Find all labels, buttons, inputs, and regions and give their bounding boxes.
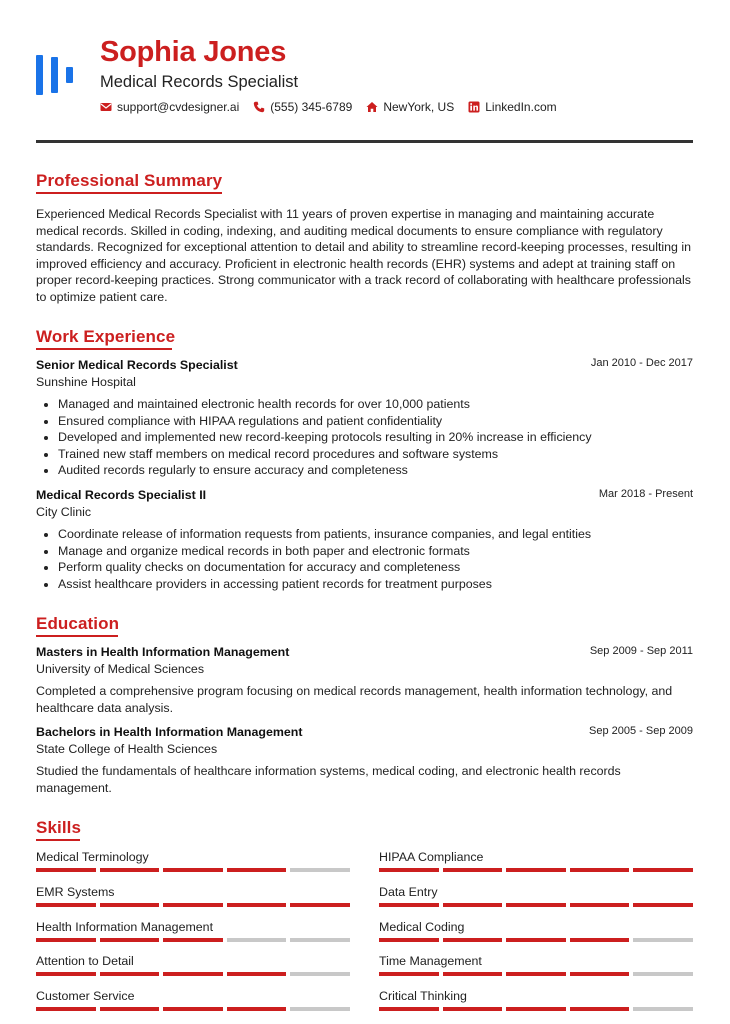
contact-phone-text: (555) 345-6789 [270, 100, 353, 114]
skill-level-segment [633, 903, 693, 907]
summary-text: Experienced Medical Records Specialist with 11 years of proven expertise in managing and maintaining accurate medical records. Skilled in coding, indexing, and auditing medical documents to ensure compliance with regulatory standards. Recognized for exceptional attention to detail and ability to streamline record-keeping processes, resulting in improved efficiency and accuracy. Proficient in electronic health records (EHR) systems and adept at training staff on proper record-keeping practices. Strong communicator with a track record of collaborating with healthcare professionals to optimize patient care. [36, 207, 692, 304]
job-bullet: Audited records regularly to ensure accuracy and completeness [58, 462, 688, 479]
job-bullet: Trained new staff members on medical record procedures and software systems [58, 446, 688, 463]
skill-level-segment [100, 1007, 160, 1011]
skill-level-segment [36, 903, 96, 907]
skill-level-segment [163, 868, 223, 872]
skill-level-segment [570, 1007, 630, 1011]
skill-level-bar [36, 903, 350, 907]
skill-level-segment [633, 1007, 693, 1011]
job-bullet: Managed and maintained electronic health records for over 10,000 patients [58, 396, 688, 413]
skill-level-segment [443, 938, 503, 942]
skill-level-bar [379, 868, 693, 872]
skill-item [36, 954, 350, 976]
skill-level-segment [163, 938, 223, 942]
experience-heading: Work Experience [36, 327, 176, 346]
skill-level-bar [36, 972, 350, 976]
skill-level-segment [227, 903, 287, 907]
skill-level-segment [36, 1007, 96, 1011]
contact-linkedin[interactable] [468, 100, 556, 114]
home-icon [366, 101, 378, 113]
skill-name: Critical Thinking [379, 989, 467, 1004]
job-bullets [58, 526, 688, 592]
skill-level-segment [443, 972, 503, 976]
job-bullet: Assist healthcare providers in accessing patient records for treatment purposes [58, 576, 688, 593]
contact-location-text: NewYork, US [383, 100, 455, 114]
skill-name: HIPAA Compliance [379, 850, 484, 864]
section-underline [36, 348, 172, 350]
skill-level-segment [506, 1007, 566, 1011]
skill-item [36, 920, 350, 942]
skill-level-segment [290, 868, 350, 872]
job-dates: Jan 2010 - Dec 2017 [590, 357, 693, 369]
job-bullets [58, 396, 688, 479]
job-bullet: Perform quality checks on documentation for accuracy and completeness [58, 559, 688, 576]
education-heading: Education [36, 614, 120, 633]
education-description: Studied the fundamentals of healthcare information systems, medical coding, and electronic health records management. [36, 764, 621, 795]
skill-item [36, 885, 350, 907]
skill-level-segment [36, 938, 96, 942]
contact-row [100, 100, 571, 114]
job-bullet: Manage and organize medical records in both paper and electronic formats [58, 543, 688, 560]
section-title-education [36, 614, 119, 634]
skill-level-segment [100, 972, 160, 976]
section-underline [36, 192, 222, 194]
skill-item [379, 850, 693, 872]
skill-level-segment [290, 903, 350, 907]
skill-level-segment [443, 903, 503, 907]
contact-linkedin-text: LinkedIn.com [485, 100, 557, 114]
section-underline [36, 635, 118, 637]
education-degree: Bachelors in Health Information Management [36, 725, 303, 739]
skill-level-segment [36, 868, 96, 872]
skill-item [379, 954, 693, 976]
linkedin-icon [468, 101, 480, 113]
skill-level-bar [36, 938, 350, 942]
skill-level-segment [227, 938, 287, 942]
skill-level-segment [290, 1007, 350, 1011]
skill-level-bar [36, 868, 350, 872]
skill-level-segment [570, 972, 630, 976]
job-bullet: Coordinate release of information requests from patients, insurance companies, and legal entities [58, 526, 688, 543]
skill-name: Medical Terminology [36, 850, 149, 864]
skill-level-bar [379, 938, 693, 942]
skill-level-bar [379, 972, 693, 976]
contact-email-text: support@cvdesigner.ai [117, 100, 240, 114]
job-dates: Mar 2018 - Present [598, 488, 693, 500]
skill-level-bar [36, 1007, 350, 1011]
skill-item [36, 989, 350, 1011]
job-bullet: Ensured compliance with HIPAA regulations and patient confidentiality [58, 413, 688, 430]
skill-level-segment [633, 972, 693, 976]
skill-level-segment [379, 938, 439, 942]
skill-level-segment [570, 903, 630, 907]
skill-level-segment [506, 868, 566, 872]
section-underline [36, 839, 80, 841]
skill-level-segment [506, 972, 566, 976]
skill-level-bar [379, 1007, 693, 1011]
skill-name: Health Information Management [36, 919, 214, 934]
skill-name: Customer Service [36, 989, 135, 1004]
skill-item [379, 885, 693, 907]
contact-phone[interactable] [253, 100, 352, 114]
skill-level-segment [163, 1007, 223, 1011]
skill-name: Medical Coding [379, 919, 465, 934]
education-school: University of Medical Sciences [36, 662, 205, 676]
education-school: State College of Health Sciences [36, 742, 218, 756]
skill-level-segment [506, 938, 566, 942]
skill-name: Data Entry [379, 884, 438, 899]
job-company: Sunshine Hospital [36, 375, 136, 389]
skill-level-segment [227, 972, 287, 976]
section-title-skills [36, 818, 81, 838]
skill-level-segment [290, 972, 350, 976]
skill-item [379, 920, 693, 942]
summary-heading: Professional Summary [36, 171, 223, 190]
skill-level-segment [506, 903, 566, 907]
candidate-name: Sophia Jones [100, 36, 287, 68]
skill-level-segment [227, 1007, 287, 1011]
skill-name: EMR Systems [36, 884, 115, 899]
header-divider [36, 140, 693, 143]
phone-icon [253, 101, 265, 113]
skill-level-segment [570, 868, 630, 872]
skill-level-segment [290, 938, 350, 942]
job-company: City Clinic [36, 505, 92, 519]
skill-level-segment [379, 972, 439, 976]
contact-location [366, 100, 454, 114]
skills-heading: Skills [36, 818, 82, 837]
skill-level-segment [443, 868, 503, 872]
skill-item [379, 989, 693, 1011]
skill-level-segment [100, 868, 160, 872]
skill-level-segment [379, 1007, 439, 1011]
education-degree: Masters in Health Information Management [36, 645, 290, 659]
skill-level-segment [633, 938, 693, 942]
skill-level-segment [443, 1007, 503, 1011]
education-dates: Sep 2005 - Sep 2009 [589, 725, 693, 737]
skill-name: Attention to Detail [36, 954, 134, 969]
skill-level-segment [36, 972, 96, 976]
skill-level-segment [163, 972, 223, 976]
skill-level-segment [633, 868, 693, 872]
skill-level-segment [163, 903, 223, 907]
job-title: Senior Medical Records Specialist [36, 358, 238, 372]
education-description: Completed a comprehensive program focusing on medical records management, health information technology, and healthcare data analysis. [36, 684, 673, 715]
job-title: Medical Records Specialist II [36, 488, 207, 502]
skill-level-segment [100, 903, 160, 907]
skill-level-segment [100, 938, 160, 942]
skill-level-segment [570, 938, 630, 942]
logo-icon [36, 55, 80, 95]
contact-email[interactable] [100, 100, 239, 114]
skill-level-segment [379, 868, 439, 872]
skill-level-bar [379, 903, 693, 907]
section-title-experience [36, 327, 175, 347]
skill-name: Time Management [379, 954, 482, 969]
skill-level-segment [227, 868, 287, 872]
education-dates: Sep 2009 - Sep 2011 [589, 645, 693, 657]
skill-item [36, 850, 350, 872]
section-title-summary [36, 171, 222, 191]
job-bullet: Developed and implemented new record-keeping protocols resulting in 20% increase in efficiency [58, 429, 688, 446]
candidate-title: Medical Records Specialist [100, 73, 299, 91]
skill-level-segment [379, 903, 439, 907]
envelope-icon [100, 101, 112, 113]
